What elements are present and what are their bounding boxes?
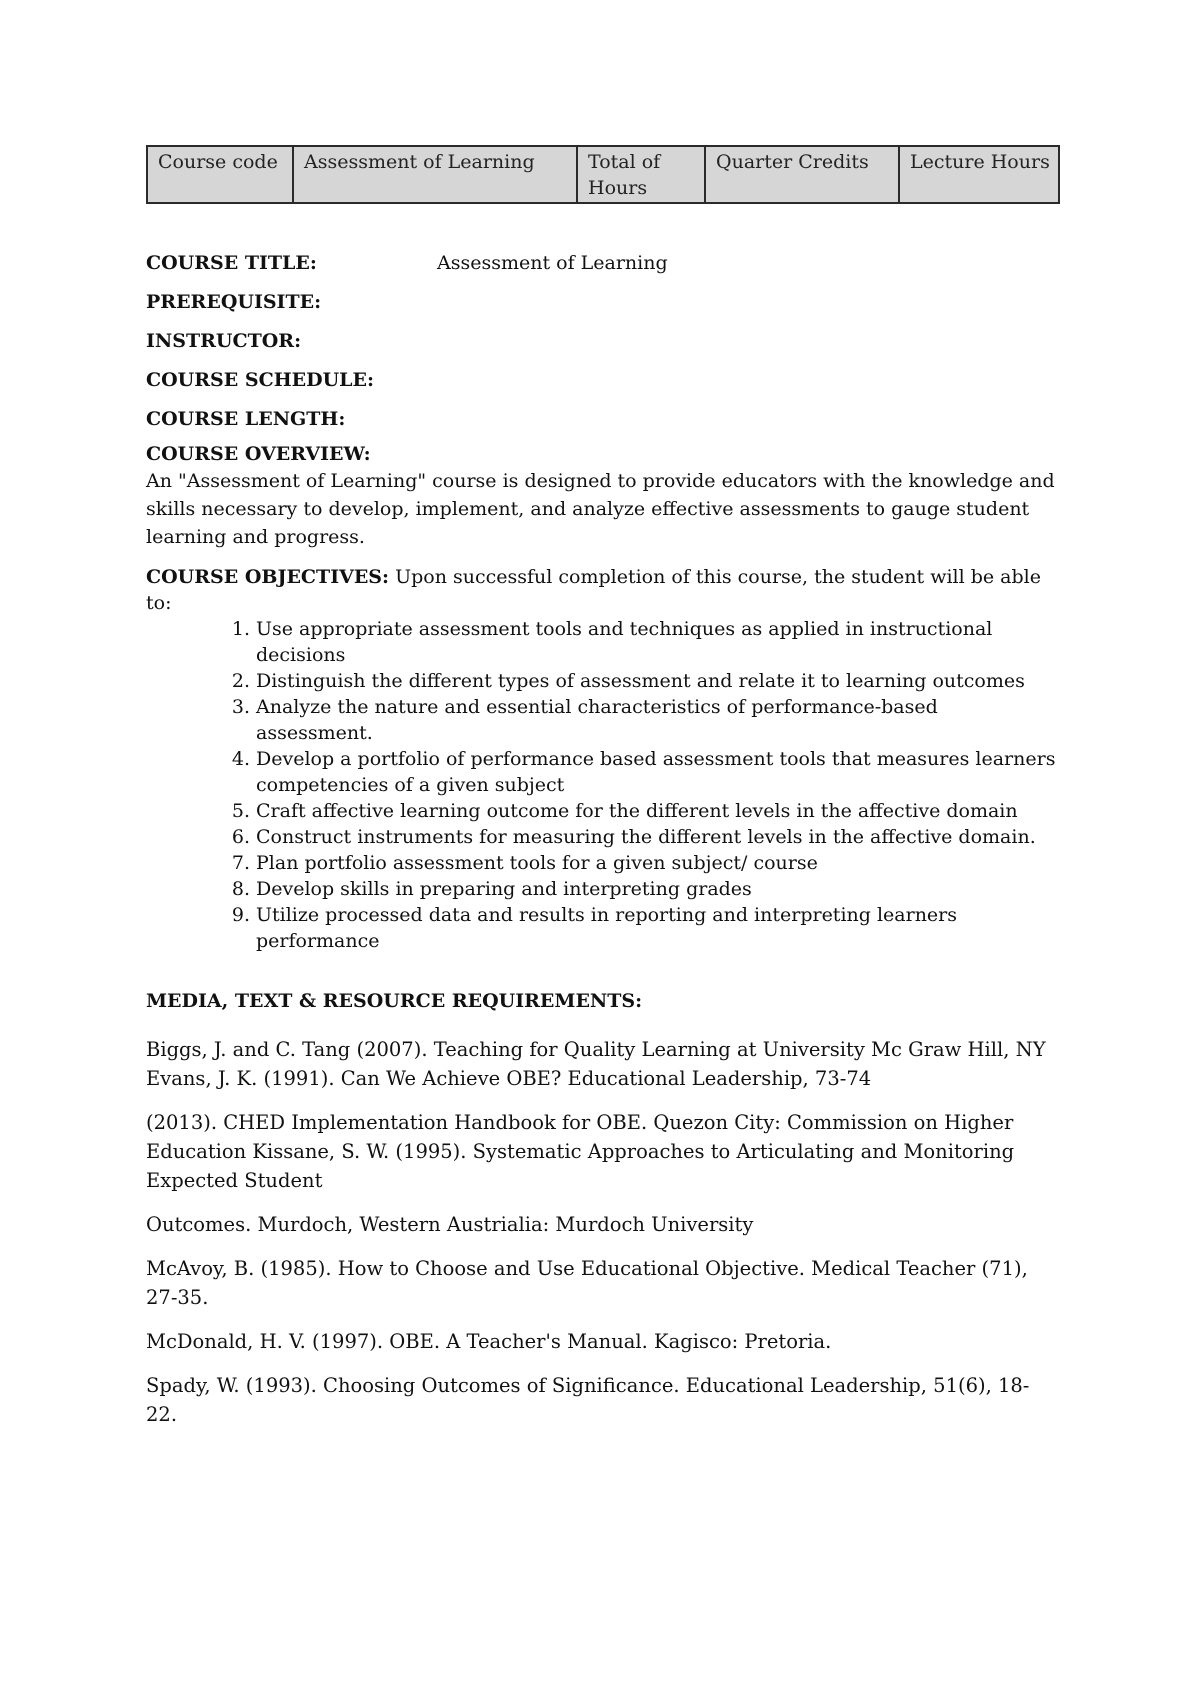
course-overview-heading: COURSE OVERVIEW: bbox=[146, 443, 371, 465]
objective-text: Construct instruments for measuring the different levels in the affective domain. bbox=[256, 826, 1036, 848]
objective-number: 1. bbox=[231, 618, 250, 640]
reference-item: McDonald, H. V. (1997). OBE. A Teacher's Manual. Kagisco: Pretoria. bbox=[146, 1330, 832, 1353]
objective-item bbox=[146, 694, 1060, 746]
objective-item bbox=[146, 902, 1060, 954]
field-label: COURSE SCHEDULE: bbox=[146, 369, 375, 391]
course-overview-section bbox=[146, 442, 1060, 551]
references-list bbox=[146, 1035, 1060, 1429]
reference-item: McAvoy, B. (1985). How to Choose and Use Educational Objective. Medical Teacher (71), 27-35. bbox=[146, 1257, 1028, 1309]
field-label: PREREQUISITE: bbox=[146, 291, 322, 313]
reference-item: Outcomes. Murdoch, Western Austrialia: Murdoch University bbox=[146, 1213, 754, 1236]
course-objectives-intro bbox=[146, 564, 1060, 616]
objective-text: Analyze the nature and essential characteristics of performance-based assessment. bbox=[256, 696, 938, 744]
course-header-row bbox=[147, 146, 1059, 203]
header-cell-course-code: Course code bbox=[147, 146, 293, 203]
objective-item bbox=[146, 746, 1060, 798]
reference-item: Spady, W. (1993). Choosing Outcomes of Significance. Educational Leadership, 51(6), 18-22. bbox=[146, 1374, 1030, 1426]
header-cell-total-hours: Total of Hours bbox=[577, 146, 705, 203]
field-prerequisite bbox=[146, 290, 1060, 314]
objective-text: Plan portfolio assessment tools for a given subject/ course bbox=[256, 852, 818, 874]
objective-text: Utilize processed data and results in reporting and interpreting learners performance bbox=[256, 904, 958, 952]
document-page bbox=[146, 145, 1060, 1444]
reference-item: (2013). CHED Implementation Handbook for OBE. Quezon City: Commission on Higher Education Kissane, S. W. (1995). Systematic Approaches to Articulating and Monitoring Expected Student bbox=[146, 1111, 1015, 1192]
field-course-schedule bbox=[146, 368, 1060, 392]
field-course-title bbox=[146, 251, 1060, 275]
reference-item: Biggs, J. and C. Tang (2007). Teaching for Quality Learning at University Mc Graw Hill, NY Evans, J. K. (1991). Can We Achieve OBE? Educational Leadership, 73-74 bbox=[146, 1038, 1046, 1090]
objective-number: 8. bbox=[231, 878, 250, 900]
objective-text: Craft affective learning outcome for the different levels in the affective domain bbox=[256, 800, 1018, 822]
course-header-table bbox=[146, 145, 1060, 204]
objective-item bbox=[146, 616, 1060, 668]
objective-number: 5. bbox=[231, 800, 250, 822]
objective-item bbox=[146, 668, 1060, 694]
objective-item bbox=[146, 876, 1060, 902]
objective-item bbox=[146, 824, 1060, 850]
course-objectives-heading: COURSE OBJECTIVES: bbox=[146, 566, 390, 588]
objective-item bbox=[146, 798, 1060, 824]
objective-number: 7. bbox=[231, 852, 250, 874]
course-objectives-section bbox=[146, 564, 1060, 954]
field-value: Assessment of Learning bbox=[437, 252, 668, 274]
course-fields bbox=[146, 251, 1060, 431]
objective-text: Use appropriate assessment tools and techniques as applied in instructional decisions bbox=[256, 618, 993, 666]
field-course-length bbox=[146, 407, 1060, 431]
objective-number: 9. bbox=[231, 904, 250, 926]
objective-number: 6. bbox=[231, 826, 250, 848]
field-label: COURSE TITLE: bbox=[146, 252, 317, 274]
field-label: INSTRUCTOR: bbox=[146, 330, 302, 352]
objective-text: Distinguish the different types of assessment and relate it to learning outcomes bbox=[256, 670, 1025, 692]
media-requirements-heading: MEDIA, TEXT & RESOURCE REQUIREMENTS: bbox=[146, 990, 643, 1012]
objective-number: 3. bbox=[231, 696, 250, 718]
header-cell-course-name: Assessment of Learning bbox=[293, 146, 577, 203]
objectives-list bbox=[146, 616, 1060, 954]
objective-text: Develop a portfolio of performance based assessment tools that measures learners competencies of a given subject bbox=[256, 748, 1056, 796]
objective-number: 4. bbox=[231, 748, 250, 770]
course-objectives-lead: Upon successful completion of this course, the student will be able to: bbox=[146, 566, 1041, 614]
course-overview-text: An "Assessment of Learning" course is designed to provide educators with the knowledge and skills necessary to develop, implement, and analyze effective assessments to gauge student learning and progress. bbox=[146, 470, 1055, 548]
objective-number: 2. bbox=[231, 670, 250, 692]
objective-text: Develop skills in preparing and interpreting grades bbox=[256, 878, 752, 900]
field-label: COURSE LENGTH: bbox=[146, 408, 346, 430]
header-cell-quarter-credits: Quarter Credits bbox=[705, 146, 899, 203]
objective-item bbox=[146, 850, 1060, 876]
header-cell-lecture-hours: Lecture Hours bbox=[899, 146, 1059, 203]
field-instructor bbox=[146, 329, 1060, 353]
